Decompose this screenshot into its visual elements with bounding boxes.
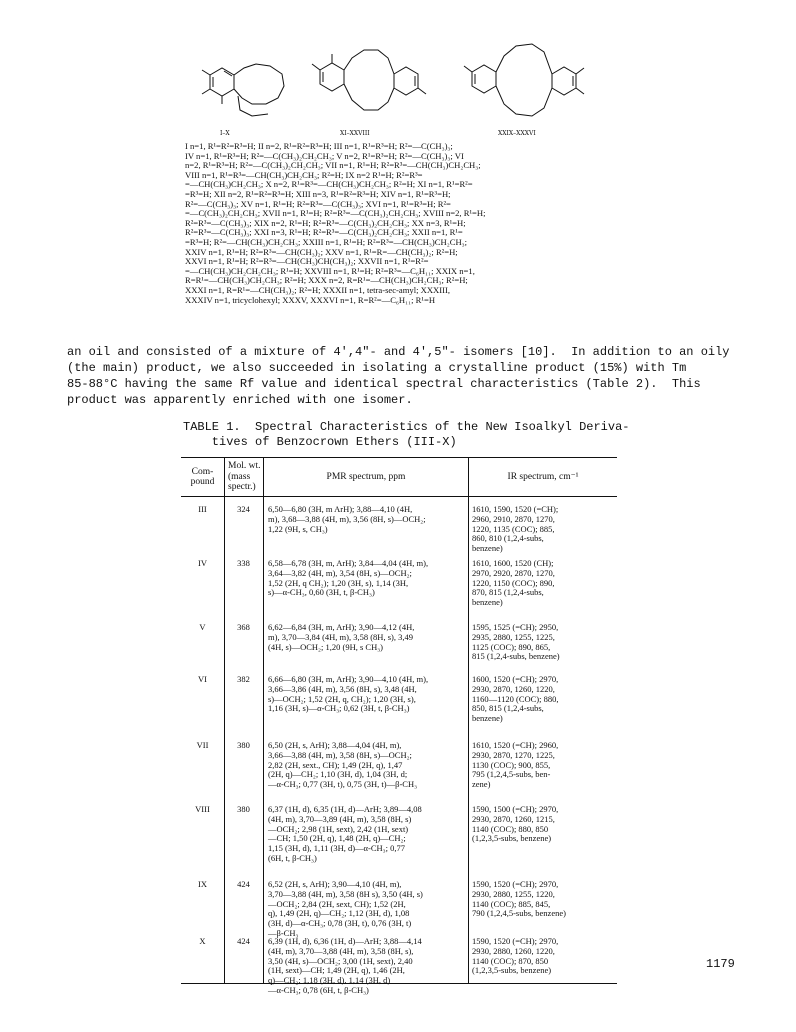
ir-line: 2930, 2870, 1260, 1215,	[472, 813, 555, 824]
ir-line: 2970, 2920, 2870, 1270,	[472, 567, 555, 578]
ir-line: 2930, 2880, 1255, 1220,	[472, 888, 555, 899]
pmr-line: 3,50 (4H, s)—OCH₂; 3,00 (1H, sext), 2,40	[268, 955, 413, 966]
ir-cell	[469, 559, 617, 608]
pmr-line: 3,70—3,88 (4H, m), 3,58 (8H s), 3,50 (4H, s)	[268, 888, 423, 899]
ir-line: zene)	[472, 779, 491, 790]
ir-line: 2930, 2880, 1260, 1220,	[472, 945, 555, 956]
ir-line: 1220, 1150 (COC); 890,	[472, 577, 555, 588]
ir-cell	[469, 623, 617, 662]
pmr-line: 1,22 (9H, s, CH₃)	[268, 523, 328, 534]
legend-line: =R³=H; XII n=2, R¹=R²=R³=H; XIII n=3, R¹=R²=R³=H; XIV n=1, R¹=R³=H;	[185, 188, 451, 199]
pmr-line: 6,52 (2H, s, ArH); 3,90—4,10 (4H, m),	[268, 879, 402, 889]
ir-line: 1160—1120 (COC); 880,	[472, 693, 559, 704]
pmr-line: (2H, q)—CH₂; 1,10 (3H, d), 1,04 (3H, d;	[268, 769, 408, 780]
body-paragraph	[67, 344, 747, 408]
pmr-line: m), 3,70—3,84 (4H, m), 3,58 (8H, s), 3,49	[268, 631, 413, 642]
compound-cell: VI	[198, 674, 207, 684]
column-divider	[263, 497, 264, 983]
legend-line: R=R¹=—CH(CH₃)CH₂CH₃; R²=H; XXX n=2, R=R¹=—CH(CH₃)CH₂CH₃; R²=H;	[185, 275, 468, 286]
legend-line: I n=1, R¹=R²=R³=H; II n=2, R¹=R²=R³=H; III n=1, R¹=R³=H; R²=—C(CH₃)₃;	[185, 141, 453, 151]
paragraph-line: 85-88°C having the same Rf value and identical spectral characteristics (Table 2). This	[67, 377, 701, 391]
ir-line: 2935, 2880, 1255, 1225,	[472, 631, 555, 642]
pmr-line: 6,50 (2H, s, ArH); 3,88—4,04 (4H, m),	[268, 740, 402, 750]
mol-wt-cell: 382	[237, 674, 250, 684]
legend-line: VIII n=1, R¹=R³=—CH(CH₃)CH₂CH₃; R²=H; IX n=2 R¹=H; R²=R³=	[185, 169, 423, 180]
pmr-cell	[265, 559, 465, 598]
pmr-cell	[265, 675, 465, 714]
legend-line: =—CH(CH₃)CH₂CH₂CH₃; R¹=H; XXVIII n=1, R¹=H; R²=R³=—C₆H₁₁; XXIX n=1,	[185, 265, 475, 276]
pmr-line: 6,37 (1H, d), 6,35 (1H, d)—ArH; 3,89—4,08	[268, 804, 422, 814]
legend-line: XXXI n=1, R=R¹=—CH(CH₃)₂; R²=H; XXXII n=1, tetra-sec-amyl; XXXIII,	[185, 284, 450, 295]
legend-line: XXIV n=1, R¹=H; R²=R³=—CH(CH₃)₂; XXV n=1, R¹=R=—CH(CH₃)₂; R²=H;	[185, 246, 458, 257]
ir-line: 1220, 1135 (COC); 885,	[472, 523, 555, 534]
ir-cell	[469, 675, 617, 724]
compound-cell: VII	[196, 740, 209, 750]
paragraph-line: product was apparently enriched with one isomer.	[67, 393, 413, 407]
legend-line: R²=R³=—C(CH₃)₃; XIX n=2, R¹=H; R²=R³=—C(CH₃)₂CH₂CH₃; XX n=3, R¹=H;	[185, 217, 466, 228]
mol-wt-cell: 380	[237, 740, 250, 750]
mol-wt-cell: 424	[237, 936, 250, 946]
pmr-line: 6,66—6,80 (3H, m, ArH); 3,90—4,10 (4H, m),	[268, 674, 429, 684]
legend-line: n=2, R¹=R³=H; R²=—C(CH₃)₂CH₂CH₃; VII n=1, R¹=H; R²=R³=—CH(CH₃)CH₂CH₃;	[185, 160, 481, 171]
pmr-cell	[265, 623, 465, 652]
mol-wt-cell: 324	[237, 504, 250, 514]
pmr-line: (4H, s)—OCH₂; 1,20 (9H, s CH₃)	[268, 641, 384, 652]
chemical-structures-figure	[180, 30, 620, 140]
pmr-cell	[265, 805, 465, 864]
ir-line: 1140 (COC); 885, 845,	[472, 898, 551, 909]
compound-cell: VIII	[195, 804, 210, 814]
ir-line: 1600, 1520 (=CH); 2970,	[472, 674, 559, 684]
pmr-line: 3,66—3,86 (4H, m), 3,56 (8H, s), 3,48 (4H,	[268, 683, 417, 694]
ir-cell	[469, 937, 617, 976]
pmr-line: 1,16 (3H, s)—α-CH₃; 0,62 (3H, t, β-CH₃)	[268, 703, 410, 714]
compound-cell: IX	[198, 879, 207, 889]
ir-line: 790 (1,2,4,5-subs, benzene)	[472, 908, 566, 919]
compound-cell: III	[198, 504, 207, 514]
pmr-line: s)—OCH₂; 1,52 (2H, q, CH₂); 1,20 (3H, s),	[268, 693, 416, 704]
ir-line: 870, 815 (1,2,4-subs,	[472, 587, 544, 598]
ir-line: 1610, 1520 (=CH); 2960,	[472, 740, 559, 750]
ir-line: 1140 (COC); 870, 850	[472, 955, 549, 966]
mol-wt-cell: 368	[237, 622, 250, 632]
compound-cell: IV	[198, 558, 207, 568]
spectral-table	[181, 457, 617, 995]
compound-legend	[185, 142, 605, 305]
table-caption	[183, 420, 643, 450]
legend-line: =—CH(CH₃)CH₂CH₃; X n=2, R¹=R³=—CH(CH₃)CH₂CH₃; R²=H; XI n=1, R¹=R²=	[185, 179, 473, 190]
pmr-line: m), 3,68—3,88 (4H, m), 3,56 (8H, s)—OCH₂;	[268, 513, 426, 524]
ir-cell	[469, 505, 617, 554]
pmr-line: 6,58—6,78 (3H, m, ArH); 3,84—4,04 (4H, m),	[268, 558, 429, 568]
legend-line: =R³=H; R²=—CH(CH₃)CH₂CH₃; XXIII n=1, R¹=H; R²=R³=—CH(CH₃)CH₂CH₃;	[185, 236, 468, 247]
pmr-line: —OCH₂; 2,98 (1H, sext), 2,42 (1H, sext)	[268, 823, 409, 834]
crown-ether-structures-drawing	[180, 30, 620, 140]
ir-line: 1610, 1590, 1520 (=CH);	[472, 504, 559, 514]
pmr-line: 1,52 (2H, q CH₂); 1,20 (3H, s), 1,14 (3H,	[268, 577, 409, 588]
ir-line: 1140 (COC); 880, 850	[472, 823, 549, 834]
pmr-line: (6H, t, β-CH₃)	[268, 852, 317, 863]
ir-line: 850, 815 (1,2,4-subs,	[472, 703, 544, 714]
figure-label-3: XXIX–XXXVI	[498, 130, 536, 137]
pmr-line: 3,66—3,88 (4H, m), 3,58 (8H, s)—OCH₂;	[268, 749, 412, 760]
pmr-line: (3H, d)—α-CH₃; 0,78 (3H, t), 0,76 (3H, t)	[268, 918, 412, 929]
legend-line: IV n=1, R¹=R³=H; R²=—C(CH₃)₂CH₂CH₃; V n=2, R¹=R³=H; R²=—C(CH₃)₃; VI	[185, 150, 464, 161]
header-ir: IR spectrum, cm⁻¹	[468, 458, 617, 496]
ir-line: 2930, 2870, 1270, 1225,	[472, 749, 555, 760]
ir-cell	[469, 880, 617, 919]
ir-line: 1590, 1500 (=CH); 2970,	[472, 804, 559, 814]
pmr-line: q), 1,49 (2H, q)—CH₂; 1,12 (3H, d), 1,08	[268, 908, 410, 919]
ir-line: 1590, 1520 (=CH); 2970,	[472, 879, 559, 889]
paragraph-line: an oil and consisted of a mixture of 4',4"- and 4',5"- isomers [10]. In addition to an oily	[67, 345, 730, 359]
pmr-line: 1,15 (3H, d), 1,11 (3H, d)—α-CH₃; 0,77	[268, 843, 405, 854]
ir-line: 795 (1,2,4,5-subs, ben-	[472, 769, 551, 780]
header-mol-wt: Mol. wt. (mass spectr.)	[224, 458, 263, 496]
ir-cell	[469, 741, 617, 790]
ir-line: benzene)	[472, 713, 503, 724]
column-divider	[224, 497, 225, 983]
header-compound: Com- pound	[190, 466, 215, 487]
legend-line: R²=R³=—C(CH₃)₃; XXI n=3, R¹=H; R²=R³=—C(CH₃)₂CH₂CH₃; XXII n=1, R¹=	[185, 227, 463, 238]
pmr-cell	[265, 741, 465, 790]
pmr-line: 6,50—6,80 (3H, m ArH); 3,88—4,10 (4H,	[268, 504, 413, 514]
mol-wt-cell: 338	[237, 558, 250, 568]
pmr-line: (1H, sext)—CH; 1,49 (2H, q), 1,46 (2H,	[268, 965, 405, 976]
compound-cell: V	[199, 622, 206, 632]
ir-line: 815 (1,2,4-subs, benzene)	[472, 651, 560, 662]
ir-line: (1,2,3,5-subs, benzene)	[472, 833, 552, 844]
pmr-line: 3,64—3,82 (4H, m), 3,54 (8H, s)—OCH₂;	[268, 567, 412, 578]
caption-line: tives of Benzocrown Ethers (III-X)	[183, 435, 457, 449]
ir-line: benzene)	[472, 597, 503, 608]
ir-line: 1590, 1520 (=CH); 2970,	[472, 936, 559, 946]
ir-line: 1610, 1600, 1520 (CH);	[472, 558, 554, 568]
mol-wt-cell: 424	[237, 879, 250, 889]
table-header-row	[181, 458, 617, 497]
ir-cell	[469, 805, 617, 844]
legend-line: XXVI n=1, R¹=H; R²=R³=—CH(CH₃)CH(CH₃)₂; XXVII n=1, R¹=R²=	[185, 256, 429, 267]
pmr-line: —β-CH₃	[268, 927, 299, 938]
pmr-line: —CH; 1,50 (2H, q), 1,48 (2H, q)—CH₂;	[268, 833, 406, 844]
pmr-line: —α-CH₃; 0,78 (6H, t, β-CH₃)	[268, 984, 369, 995]
pmr-line: 6,62—6,84 (3H, m, ArH); 3,90—4,12 (4H,	[268, 622, 415, 632]
table-body	[181, 497, 617, 995]
pmr-line: q)—CH₂; 1,18 (3H, d), 1,14 (3H, d)	[268, 975, 391, 986]
ir-line: (1,2,3,5-subs, benzene)	[472, 965, 552, 976]
pmr-line: s)—α-CH₃, 0,60 (3H, t, β-CH₃)	[268, 587, 375, 598]
paragraph-line: (the main) product, we also succeeded in isolating a crystalline product (15%) with Tm	[67, 361, 687, 375]
legend-line: =—C(CH₃)₂CH₂CH₃; XVII n=1, R¹=H; R²=R³=—C(CH₃)₂CH₂CH₃; XVIII n=2, R¹=H;	[185, 208, 486, 219]
ir-line: 2960, 2910, 2870, 1270,	[472, 513, 555, 524]
ir-line: 2930, 2870, 1260, 1220,	[472, 683, 555, 694]
mol-wt-cell: 380	[237, 804, 250, 814]
header-pmr: PMR spectrum, ppm	[263, 458, 468, 496]
pmr-line: 6,39 (1H, d), 6,36 (1H, d)—ArH; 3,88—4,14	[268, 936, 422, 946]
ir-line: 1595, 1525 (=CH); 2950,	[472, 622, 559, 632]
pmr-line: —OCH₂; 2,84 (2H, sext, CH); 1,52 (2H,	[268, 898, 406, 909]
legend-line: XXXIV n=1, tricyclohexyl; XXXV, XXXVI n=1, R=R²=—C₆H₁₁; R¹=H	[185, 294, 436, 305]
caption-line: TABLE 1. Spectral Characteristics of the New Isoalkyl Deriva-	[183, 420, 630, 434]
pmr-cell	[265, 880, 465, 939]
figure-label-1: I–X	[220, 130, 230, 137]
ir-line: benzene)	[472, 543, 503, 554]
ir-line: 1130 (COC); 900, 855,	[472, 759, 551, 770]
legend-line: R²=—C(CH₃)₃; XV n=1, R¹=H; R²=R³=—C(CH₃)₃; XVI n=1, R¹=R³=H; R²=	[185, 198, 451, 209]
pmr-cell	[265, 937, 465, 996]
ir-line: 860, 810 (1,2,4-subs,	[472, 533, 544, 544]
compound-cell: X	[199, 936, 206, 946]
pmr-line: 2,82 (2H, sext., CH); 1,49 (2H, q), 1,47	[268, 759, 403, 770]
pmr-line: (4H, m), 3,70—3,89 (4H, m), 3,58 (8H, s)	[268, 813, 412, 824]
page-number: 1179	[706, 957, 735, 971]
figure-label-2: XI–XXVIII	[340, 130, 370, 137]
pmr-line: —α-CH₃; 0,77 (3H, t), 0,75 (3H, t)—β-CH₃	[268, 779, 418, 790]
pmr-line: (4H, m), 3,70—3,88 (4H, m), 3,58 (8H, s),	[268, 945, 414, 956]
pmr-cell	[265, 505, 465, 534]
ir-line: 1125 (COC); 890, 865,	[472, 641, 551, 652]
